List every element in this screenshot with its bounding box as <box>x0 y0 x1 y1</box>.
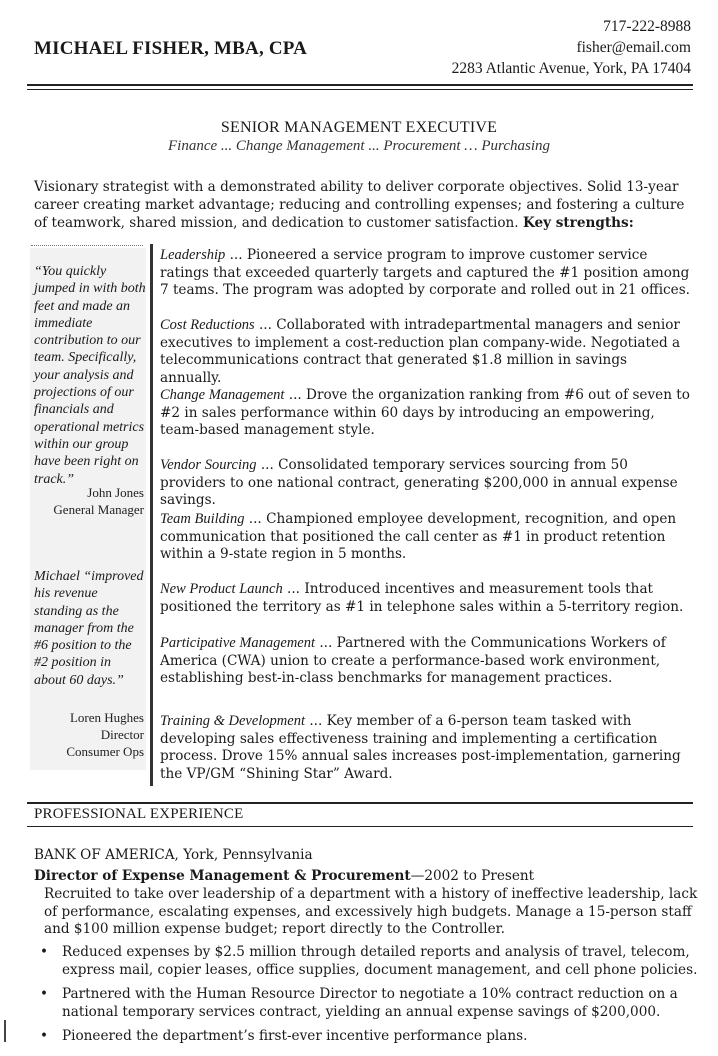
strength-text: ... Championed employee development, recognition, and open communication that positioned the call center as #1 in product retention within a 9-state region in 5 months. <box>160 511 677 563</box>
employer: BANK OF AMERICA, York, Pennsylvania <box>34 847 313 863</box>
testimonial-top-rule <box>31 245 143 246</box>
bullet-icon: • <box>40 986 49 1002</box>
testimonial-title-1: General Manager <box>53 502 144 517</box>
strength-item <box>160 457 692 510</box>
phone: 717-222-8988 <box>603 18 691 35</box>
page-edge-mark <box>4 1020 6 1042</box>
strength-label: Change Management <box>160 387 285 403</box>
header-rule <box>27 84 693 86</box>
testimonial-quote-2: Michael “improved his revenue standing as the manager from the #6 position to the #2 position in about 60 days.” <box>34 569 144 688</box>
bullet-icon: • <box>40 1028 49 1044</box>
role-dates: —2002 to Present <box>410 868 535 884</box>
testimonial-quote-1: “You quickly jumped in with both feet and made an immediate contribution to our team. Specifically, your analysis and projections of our financials and operational metrics within our group have been right on track.” <box>34 264 146 487</box>
strength-item <box>160 511 692 564</box>
list-item-text: Reduced expenses by $2.5 million through detailed reports and analysis of travel, telecom, express mail, copier leases, office supplies, document management, and cell phone policies. <box>62 944 698 978</box>
strength-text: ... Collaborated with intradepartmental managers and senior executives to implement a cost-reduction plan company-wide. Negotiated a telecommunications contract that generated $1.8 million in savings annually. <box>160 317 681 386</box>
headline-subtitle: Finance ... Change Management ... Procurement … Purchasing <box>167 138 550 154</box>
role-description: Recruited to take over leadership of a department with a history of ineffective leadership, lack of performance, escalating expenses, and excessively high budgets. Manage a 15-person staff and $100 million expense budget; report directly to the Controller. <box>44 886 698 937</box>
header-rule-thin <box>27 89 693 90</box>
strength-text: ... Pioneered a service program to improve customer service ratings that exceeded quarterly targets and captured the #1 position among 7 teams. The program was adopted by corporate and rolled out in 21 offices. <box>160 247 690 299</box>
bullet-icon: • <box>40 944 49 960</box>
candidate-name: MICHAEL FISHER, MBA, CPA <box>34 38 308 59</box>
strength-text: ... Consolidated temporary services sourcing from 50 providers to one national contract, generating $200,000 in annual expense savings. <box>160 457 678 509</box>
address: 2283 Atlantic Avenue, York, PA 17404 <box>451 60 691 77</box>
strength-label: Training & Development <box>160 713 305 729</box>
contact-block <box>452 16 691 79</box>
column-divider <box>150 244 153 786</box>
section-header-experience <box>27 802 693 827</box>
key-strengths-label: Key strengths: <box>522 215 634 231</box>
testimonial-attribution-2 <box>66 709 144 760</box>
strength-item <box>160 387 692 440</box>
strength-text: ... Key member of a 6-person team tasked with developing sales effectiveness training and implementing a certification process. Drove 15% annual sales increases post-implementation, garnering the VP/GM “Shining Star” Award. <box>160 713 681 782</box>
strength-label: Leadership <box>160 247 226 263</box>
strength-item <box>160 581 692 616</box>
strength-label: New Product Launch <box>160 581 283 597</box>
summary-text: Visionary strategist with a demonstrated ability to deliver corporate objectives. Solid 13-year career creating market advantage; reducing and controlling expenses; and fostering a culture of teamwork, shared mission, and dedication to customer satisfaction. <box>34 179 685 231</box>
testimonial-title-2: Director <box>100 727 144 742</box>
strength-text: ... Partnered with the Communications Workers of America (CWA) union to create a performance-based work environment, establishing best-in-class benchmarks for management practices. <box>160 635 666 687</box>
strength-item <box>160 317 692 387</box>
testimonial-dept-2: Consumer Ops <box>66 744 144 759</box>
strength-label: Participative Management <box>160 635 316 651</box>
strength-label: Vendor Sourcing <box>160 457 257 473</box>
email: fisher@email.com <box>576 39 691 56</box>
list-item-text: Partnered with the Human Resource Director to negotiate a 10% contract reduction on a national temporary services contract, yielding an annual expense savings of $200,000. <box>62 986 678 1020</box>
headline-title: SENIOR MANAGEMENT EXECUTIVE <box>220 119 498 136</box>
summary <box>34 178 700 232</box>
role-line <box>34 868 534 884</box>
testimonial-attribution-1 <box>53 484 144 518</box>
strength-item <box>160 635 692 688</box>
testimonial-name-2: Loren Hughes <box>69 710 144 725</box>
section-title: PROFESSIONAL EXPERIENCE <box>34 806 244 822</box>
list-item-text: Pioneered the department’s first-ever incentive performance plans. <box>62 1028 528 1044</box>
strength-text: ... Drove the organization ranking from #6 out of seven to #2 in sales performance within 60 days by introducing an empowering, team-based management style. <box>160 387 690 439</box>
strength-label: Cost Reductions <box>160 317 255 333</box>
strength-text: ... Introduced incentives and measurement tools that positioned the territory as #1 in telephone sales within a 5-territory region. <box>160 581 684 615</box>
role-title: Director of Expense Management & Procurement <box>34 868 411 884</box>
testimonial-name-1: John Jones <box>87 485 144 500</box>
strength-label: Team Building <box>160 511 245 527</box>
strength-item <box>160 247 692 300</box>
strength-item <box>160 713 692 783</box>
